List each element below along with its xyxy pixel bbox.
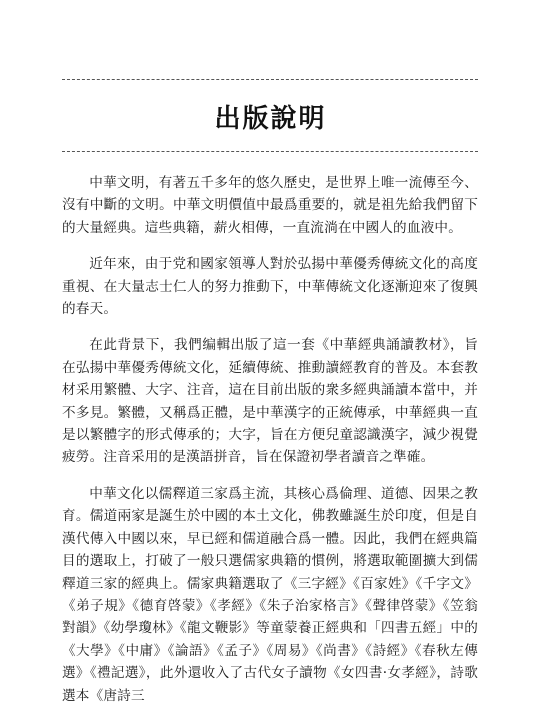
paragraph: 中華文化以儒釋道三家爲主流，其核心爲倫理、道德、因果之教育。儒道兩家是誕生於中國的本土文化，佛教雖誕生於印度，但是自漢代傳入中國以來，早已經和儒道融合爲一體。因此，我們在經典篇目的選取上，打破了一般只選儒家典籍的慣例，將選取範圍擴大到儒釋道三家的經典上。儒家典籍選取了《三字經》《百家姓》《千字文》《弟子規》《德育啓蒙》《孝經》《朱子治家格言》《聲律啓蒙》《笠翁對韻》《幼學瓊林》《龍文鞭影》等童蒙養正經典和「四書五經」中的《大學》《中庸》《論語》《孟子》《周易》《尚書》《詩經》《春秋左傳選》《禮記選》，此外還收入了古代女子讀物《女四書·女孝經》，詩歌選本《唐詩三: [62, 485, 478, 704]
paragraph: 在此背景下，我們编輯出版了這一套《中華經典誦讀教材》，旨在弘揚中華優秀傳統文化，延續傳統、推動讀經教育的普及。本套教材采用繁體、大字、注音，這在目前出版的衆多經典誦讀本當中，并不多見。繁體，又稱爲正體，是中華漢字的正統傳承，中華經典一直是以繁體字的形式傳承的；大字，旨在方便兒童認識漢字，減少視覺疲勞。注音采用的是漢語拼音，旨在保證初學者讀音之準確。: [62, 337, 478, 466]
page-title: 出版說明: [214, 104, 327, 134]
paragraph: 中華文明，有著五千多年的悠久歷史，是世界上唯一流傳至今、沒有中斷的文明。中華文明價值中最爲重要的，就是祖先給我們留下的大量經典。這些典籍，薪火相傳，一直流淌在中國人的血液中。: [62, 175, 478, 236]
title-divider: [62, 151, 478, 152]
body-text: [62, 172, 478, 721]
top-divider: [62, 79, 478, 80]
paragraph: 近年來，由于党和國家領導人對於弘揚中華優秀傳統文化的高度重視、在大量志士仁人的努力推動下，中華傳統文化逐漸迎來了復興的春天。: [62, 256, 478, 318]
